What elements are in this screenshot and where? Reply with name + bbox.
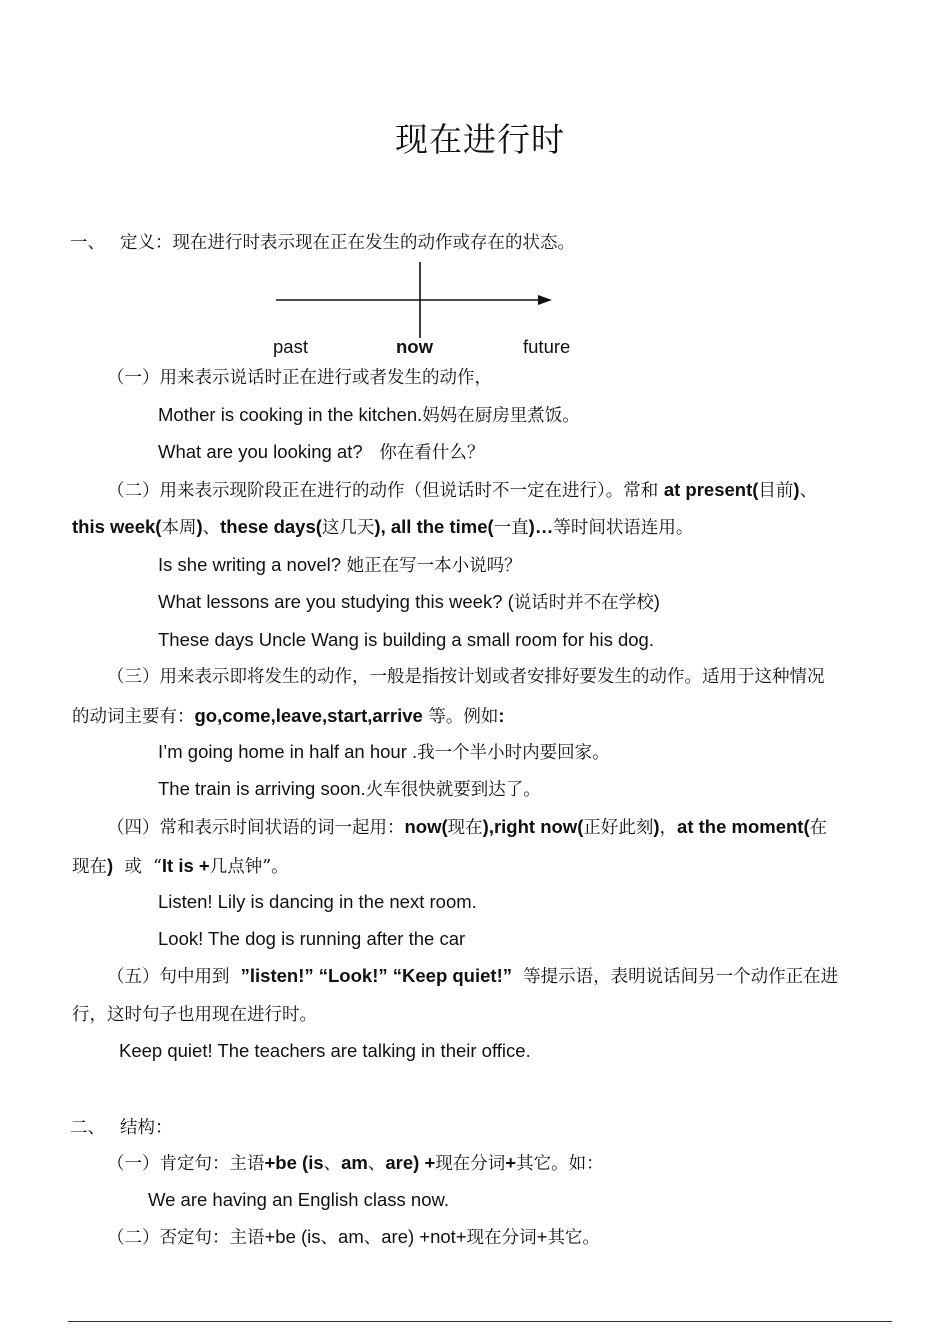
example-en: What lessons are you studying this week? ( [158, 591, 514, 612]
usage-1-label: （一）用来表示说话时正在进行或者发生的动作， [107, 368, 492, 388]
separator: 、 [202, 518, 221, 538]
usage-2-text: （二）用来表示现阶段正在进行的动作（但说话时不一定在进行）。常和 [107, 481, 659, 501]
example-en: What are you looking at? [158, 441, 363, 462]
bracket: ) [653, 816, 660, 837]
keyword-zh: 在 [809, 818, 828, 838]
footer-rule [68, 1321, 892, 1322]
keyword-all-the-time: ), all the time( [374, 516, 494, 537]
example-en: Keep quiet! The teachers are talking in their office. [119, 1040, 531, 1061]
example-zh: 她正在写一本小说吗？ [346, 556, 522, 576]
separator: 、 [320, 1228, 339, 1248]
example-en: Listen! Lily is dancing in the next room. [158, 891, 477, 912]
section-1-text: 定义：现在进行时表示现在正在发生的动作或存在的状态。 [120, 233, 575, 253]
section-2-text: 结构： [120, 1118, 173, 1138]
usage-5-text: （五）句中用到 [107, 967, 230, 987]
example-en: Look! The dog is running after the car [158, 928, 466, 949]
usage-5-label-cont: 行，这时句子也用现在进行时。 [72, 1005, 317, 1025]
keyword-prompts: ”listen!” “Look!” “Keep quiet!” [240, 965, 512, 986]
bracket: ) [196, 516, 203, 537]
keyword-at-present: at present( [663, 479, 759, 500]
formula-zh: 现在分词 [435, 1154, 506, 1174]
structure-1-tail: 其它。如： [516, 1154, 604, 1174]
structure-1-label [107, 1152, 604, 1175]
structure-2-text: （二）否定句：主语 [107, 1228, 265, 1248]
example-zh: 妈妈在厨房里煮饭。 [422, 406, 580, 426]
timeline-label-now: now [396, 336, 433, 357]
page-title: 现在进行时 [395, 120, 565, 159]
separator: 、 [799, 481, 818, 501]
quote: “ [152, 857, 162, 877]
usage-5-tail: 等提示语，表明说话间另一个动作正在进 [523, 967, 839, 987]
structure-1-example-1 [148, 1189, 449, 1212]
example-zh: 火车很快就要到达了。 [365, 780, 541, 800]
example-zh: 说话时并不在学校 [513, 593, 654, 613]
usage-4-text: （四）常和表示时间状语的词一起用： [107, 818, 405, 838]
structure-2-label [107, 1226, 600, 1249]
usage-2-label-cont [72, 516, 693, 539]
section-2-number: 二、 [70, 1118, 105, 1138]
usage-2-example-3 [158, 629, 654, 652]
formula-part: am [341, 1152, 368, 1173]
formula-part: am [338, 1226, 364, 1247]
colon: : [498, 705, 505, 726]
example-en: The train is arriving soon. [158, 778, 366, 799]
timeline-diagram [270, 258, 570, 348]
keyword-zh: 这几天 [321, 518, 375, 538]
usage-3-example-2 [158, 778, 541, 801]
structure-1-text: （一）肯定句：主语 [107, 1154, 265, 1174]
usage-4-label-cont [72, 855, 289, 878]
keyword-these-days: these days( [220, 516, 322, 537]
usage-2-label [107, 479, 817, 502]
section-2-heading [70, 1117, 173, 1139]
separator: 、 [323, 1154, 342, 1174]
keyword-this-week: this week( [72, 516, 162, 537]
bracket: ) [107, 855, 114, 876]
formula-part: + [536, 1226, 548, 1247]
usage-4-example-1 [158, 891, 477, 914]
keyword-zh: 正好此刻 [583, 818, 654, 838]
keyword-zh: 目前 [758, 481, 794, 501]
separator: ， [659, 818, 678, 838]
keyword-verbs: go,come,leave,start,arrive [194, 705, 423, 726]
quote: ”。 [262, 857, 289, 877]
usage-2-example-2 [158, 591, 660, 614]
usage-4-label [107, 816, 827, 839]
keyword-right-now: ),right now( [482, 816, 584, 837]
keyword-at-the-moment: at the moment( [677, 816, 810, 837]
formula-part: are) +not+ [381, 1226, 467, 1247]
section-1-heading [70, 232, 575, 254]
usage-2-example-1 [158, 554, 522, 577]
usage-3-tail: 等。例如 [428, 707, 499, 727]
keyword-zh: 几点钟 [209, 857, 263, 877]
timeline-label-past: past [273, 336, 308, 357]
structure-2-tail: 其它。 [547, 1228, 600, 1248]
bracket: ) [793, 479, 800, 500]
usage-5-example-1 [119, 1040, 531, 1063]
bracket: )… [528, 516, 554, 537]
usage-2-tail: 等时间状语连用。 [553, 518, 694, 538]
formula-zh: 现在分词 [466, 1228, 537, 1248]
usage-3-text: 的动词主要有： [72, 707, 195, 727]
usage-1-example-1 [158, 404, 580, 427]
usage-4-example-2 [158, 928, 465, 951]
bracket: ) [653, 591, 660, 612]
usage-3-label: （三）用来表示即将发生的动作，一般是指按计划或者安排好要发生的动作。适用于这种情况 [107, 667, 825, 687]
keyword-zh: 现在 [72, 857, 107, 877]
formula-part: +be (is [264, 1152, 324, 1173]
section-1-number: 一、 [70, 233, 105, 253]
example-en: Is she writing a novel? [158, 554, 342, 575]
example-en: Mother is cooking in the kitchen. [158, 404, 423, 425]
usage-5-label [107, 965, 838, 988]
keyword-zh: 现在 [447, 818, 483, 838]
usage-3-label-cont [72, 705, 505, 728]
timeline-arrowhead [538, 295, 552, 305]
example-zh: 我一个半小时内要回家。 [417, 743, 610, 763]
separator: 、 [363, 1228, 382, 1248]
separator: 、 [367, 1154, 386, 1174]
usage-1-example-2 [158, 441, 484, 464]
timeline-label-future: future [523, 336, 571, 357]
keyword-it-is: It is + [161, 855, 210, 876]
or-word: 或 [124, 857, 142, 877]
example-en: These days Uncle Wang is building a small room for his dog. [158, 629, 654, 650]
formula-part: +be (is [264, 1226, 321, 1247]
formula-part: + [505, 1152, 517, 1173]
formula-part: are) + [385, 1152, 436, 1173]
keyword-now: now( [404, 816, 448, 837]
keyword-zh: 一直 [493, 518, 529, 538]
example-en: I’m going home in half an hour . [158, 741, 418, 762]
example-zh: 你在看什么？ [379, 443, 485, 463]
example-en: We are having an English class now. [148, 1189, 449, 1210]
keyword-zh: 本周 [161, 518, 197, 538]
usage-3-example-1 [158, 741, 610, 764]
